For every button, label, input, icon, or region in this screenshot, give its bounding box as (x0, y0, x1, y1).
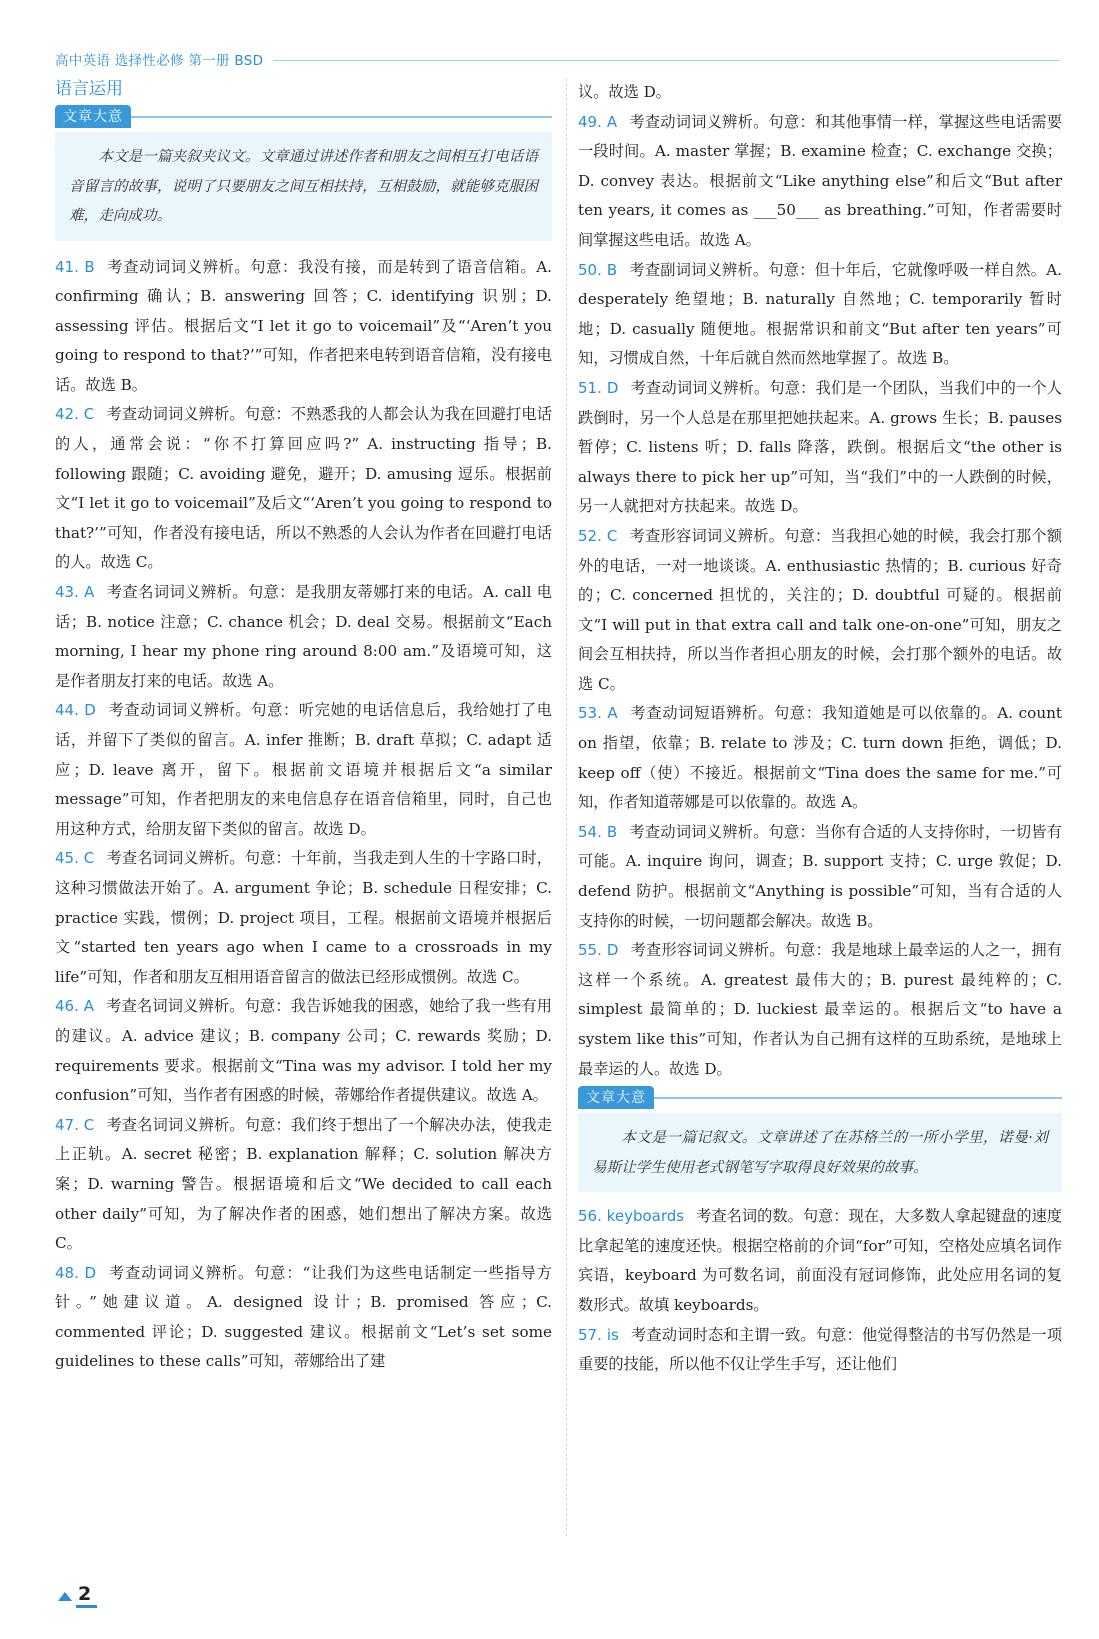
explanation-text: 考查动词词义辨析。句意：和其他事情一样，掌握这些电话需要一段时间。A. master 掌握；B. examine 检查；C. exchange 交换；D. convey 表达。根据前文“Like anything else”和后文“But after ten years, it comes as ___50___ as breathing.”可知，作者需要时间掌握这些电话。故选 A。 (578, 112, 1062, 249)
answer-item (55, 844, 552, 992)
explanation-text: 考查名词词义辨析。句意：我告诉她我的困惑，她给了我一些有用的建议。A. advice 建议；B. company 公司；C. rewards 奖励；D. requirements 要求。根据前文“Tina was my advisor. I told her my confusion”可知，当作者有困惑的时候，蒂娜给作者提供建议。故选 A。 (55, 997, 552, 1105)
answer-item (55, 1259, 552, 1377)
question-number: 55. D (578, 941, 619, 960)
answer-list-left (55, 253, 552, 1378)
question-number: 52. C (578, 526, 618, 545)
explanation-text: 考查副词词义辨析。句意：但十年后，它就像呼吸一样自然。A. desperately 绝望地；B. naturally 自然地；C. temporarily 暂时地；D. casually 随便地。根据常识和前文“But after ten years”可知，习惯成自然，十年后就自然而然地掌握了。故选 B。 (578, 260, 1062, 368)
answer-item (55, 578, 552, 696)
page-header (55, 48, 1060, 70)
summary-box-2: 本文是一篇记叙文。文章讲述了在苏格兰的一所小学里，诺曼·刘易斯让学生使用老式钢笔写字取得良好效果的故事。 (578, 1113, 1062, 1192)
question-number: 54. B (578, 822, 618, 841)
explanation-text: 议。故选 D。 (578, 83, 671, 101)
explanation-text: 考查动词词义辨析。句意：我没有接，而是转到了语音信箱。A. confirming 确认；B. answering 回答；C. identifying 识别；D. assessing 评估。根据后文“I let it go to voicemail”及“‘Aren’t you going to respond to that?’”可知，作者把来电转到语音信箱，没有接电话。故选 B。 (55, 257, 553, 394)
explanation-text: 考查名词词义辨析。句意：十年前，当我走到人生的十字路口时，这种习惯做法开始了。A. argument 争论；B. schedule 日程安排；C. practice 实践，惯例；D. project 项目，工程。根据前文语境并根据后文“started ten years ago when I came to a crossroads in my life”可知，作者和朋友互相用语音留言的做法已经形成惯例。故选 C。 (55, 849, 552, 986)
summary-tag: 文章大意 (55, 105, 131, 128)
answer-item (578, 818, 1062, 936)
left-column (55, 74, 552, 1377)
column-divider (566, 78, 567, 1536)
page-number-text: 2 (76, 1583, 97, 1608)
question-number: 47. C (55, 1115, 95, 1134)
answer-item (55, 253, 552, 401)
explanation-text: 考查名词词义辨析。句意：我们终于想出了一个解决办法，使我走上正轨。A. secret 秘密；B. explanation 解释；C. solution 解决方案；D. warning 警告。根据语境和后文“We decided to call each other daily”可知，为了解决作者的困惑，她们想出了解决方案。故选 C。 (55, 1115, 552, 1253)
question-number: 43. A (55, 583, 95, 602)
question-number: 48. D (55, 1263, 97, 1282)
explanation-text: 考查动词词义辨析。句意：听完她的电话信息后，我给她打了电话，并留下了类似的留言。A. infer 推断；B. draft 草拟；C. adapt 适应；D. leave 离开，留下。根据前文语境并根据后文“a similar message”可知，作者把朋友的来电信息存在语音信箱里，同时，自己也用这种方式，给朋友留下类似的留言。故选 D。 (55, 701, 552, 838)
section-title: 语言运用 (55, 79, 123, 99)
answer-item (578, 108, 1062, 256)
answer-item (55, 992, 552, 1110)
answer-item (55, 400, 552, 578)
answer-item (578, 1202, 1062, 1320)
summary-box: 本文是一篇夹叙夹议文。文章通过讲述作者和朋友之间相互打电话语音留言的故事，说明了只要朋友之间互相扶持，互相鼓励，就能够克服困难，走向成功。 (55, 132, 552, 241)
answer-item (578, 699, 1062, 817)
answer-item (578, 1321, 1062, 1380)
answer-item (55, 1111, 552, 1259)
answer-item (578, 256, 1062, 374)
question-number: 53. A (578, 704, 618, 723)
explanation-text: 考查名词词义辨析。句意：是我朋友蒂娜打来的电话。A. call 电话；B. notice 注意；C. chance 机会；D. deal 交易。根据前文“Each morning, I hear my phone ring around 8:00 am.”及语境可知，这是作者朋友打来的电话。故选 A。 (55, 583, 552, 690)
summary-tag-line-2 (654, 1097, 1062, 1099)
summary-tag-line (131, 116, 552, 118)
explanation-text: 考查动词词义辨析。句意：我们是一个团队，当我们中的一个人跌倒时，另一个人总是在那里把她扶起来。A. grows 生长；B. pauses 暂停；C. listens 听；D. falls 降落，跌倒。根据后文“the other is always there to pick her up”可知，当“我们”中的一人跌倒的时候，另一人就把对方扶起来。故选 D。 (578, 378, 1062, 516)
question-number: 41. B (55, 257, 95, 276)
answer-list-right (578, 78, 1062, 1084)
explanation-text: 考查形容词词义辨析。句意：当我担心她的时候，我会打那个额外的电话，一对一地谈谈。A. enthusiastic 热情的；B. curious 好奇的；C. concerned 担忧的，关注的；D. doubtful 可疑的。根据前文“I will put in that extra call and talk one-on-one”可知，朋友之间会互相扶持，所以当作者担心朋友的时候，会打那个额外的电话。故选 C。 (578, 526, 1063, 693)
book-title: 高中英语 选择性必修 第一册 BSD (55, 53, 264, 69)
answer-item (578, 936, 1062, 1084)
question-number: 57. is (578, 1325, 619, 1344)
answer-item (578, 522, 1062, 700)
answer-item (578, 374, 1062, 522)
explanation-text: 考查动词词义辨析。句意：“让我们为这些电话制定一些指导方针。”她建议道。A. designed 设计；B. promised 答应；C. commented 评论；D. suggested 建议。根据前文“Let’s set some guidelines to these calls”可知，蒂娜给出了建 (55, 1263, 552, 1371)
right-column (578, 78, 1062, 1380)
question-number: 42. C (55, 405, 95, 424)
question-number: 49. A (578, 112, 618, 131)
explanation-text: 考查动词短语辨析。句意：我知道她是可以依靠的。A. count on 指望，依靠；B. relate to 涉及；C. turn down 拒绝，调低；D. keep off（使）不接近。根据前文“Tina does the same for me.”可知，作者知道蒂娜是可以依靠的。故选 A。 (578, 704, 1062, 812)
explanation-text: 考查名词的数。句意：现在，大多数人拿起键盘的速度比拿起笔的速度还快。根据空格前的介词“for”可知，空格处应填名词作宾语，keyboard 为可数名词，前面没有冠词修饰，此处应用名词的复数形式。故填 keyboards。 (578, 1207, 1063, 1314)
question-number: 50. B (578, 260, 618, 279)
question-number: 45. C (55, 849, 95, 868)
question-number: 44. D (55, 701, 96, 720)
answer-item (55, 696, 552, 844)
explanation-text: 考查动词词义辨析。句意：不熟悉我的人都会认为我在回避打电话的人，通常会说：“你不打算回应吗?” A. instructing 指导；B. following 跟随；C. avoiding 避免，避开；D. amusing 逗乐。根据前文“I let it go to voicemail”及后文“‘Aren’t you going to respond to that?’”可知，作者没有接电话，所以不熟悉的人会认为作者在回避打电话的人。故选 C。 (55, 405, 552, 572)
explanation-text: 考查形容词词义辨析。句意：我是地球上最幸运的人之一，拥有这样一个系统。A. greatest 最伟大的；B. purest 最纯粹的；C. simplest 最简单的；D. luckiest 最幸运的。根据后文“to have a system like this”可知，作者认为自己拥有这样的互助系统，是地球上最幸运的人。故选 D。 (578, 941, 1062, 1078)
page-number (58, 1583, 97, 1608)
summary-tag-row (55, 105, 552, 128)
question-number: 51. D (578, 378, 619, 397)
summary-tag-row-2 (578, 1086, 1062, 1109)
explanation-text: 考查动词时态和主谓一致。句意：他觉得整洁的书写仍然是一项重要的技能，所以他不仅让学生手写，还让他们 (578, 1325, 1063, 1374)
answer-list-right-2 (578, 1202, 1062, 1380)
summary-tag-2: 文章大意 (578, 1086, 654, 1109)
header-divider (273, 60, 1060, 61)
explanation-text: 考查动词词义辨析。句意：当你有合适的人支持你时，一切皆有可能。A. inquire 询问，调查；B. support 支持；C. urge 敦促；D. defend 防护。根据前文“Anything is possible”可知，当有合适的人支持你的时候，一切问题都会解决。故选 B。 (578, 822, 1062, 930)
question-number: 56. keyboards (578, 1207, 685, 1226)
arrow-up-icon (58, 1592, 72, 1601)
answer-item (578, 78, 1062, 108)
question-number: 46. A (55, 997, 95, 1016)
